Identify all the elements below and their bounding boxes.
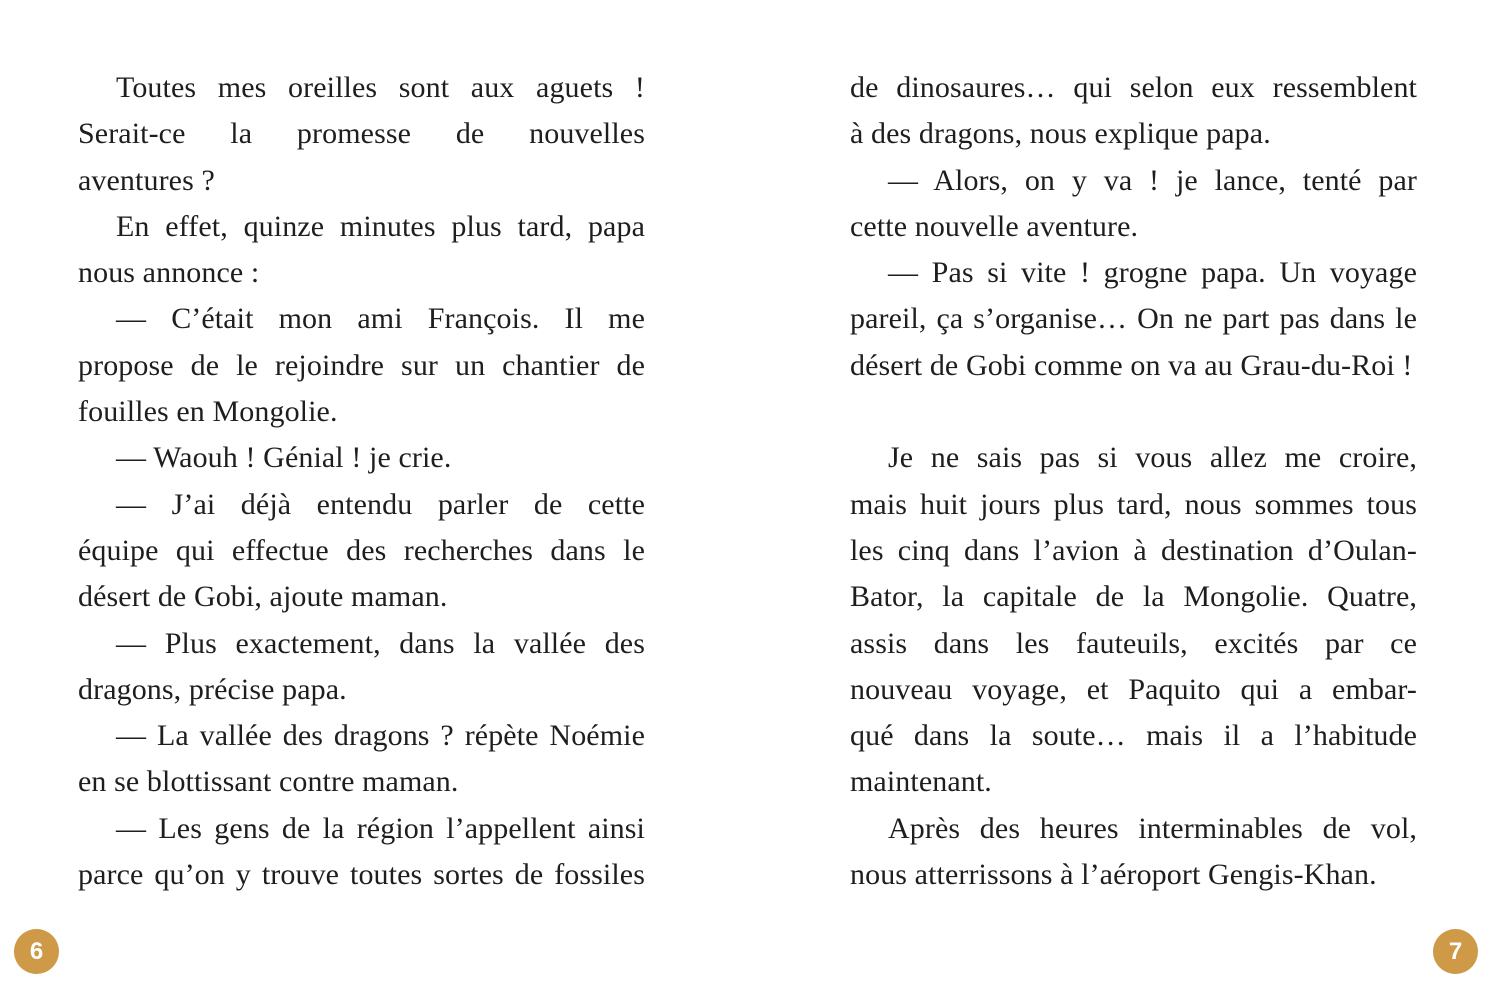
text-line: les cinq dans l’avion à destination d’Oulan- [850, 533, 1417, 567]
page-number-badge-right: 7 [1433, 929, 1478, 974]
text-line: fouilles en Mongolie. [78, 395, 338, 429]
text-line: en se blottissant contre maman. [78, 765, 459, 799]
blank-line [850, 389, 1417, 435]
text-line: — Alors, on y va ! je lance, tenté par [888, 163, 1417, 197]
text-line: maintenant. [850, 765, 992, 799]
text-line: En effet, quinze minutes plus tard, papa [116, 209, 645, 243]
text-line: Serait-ce la promesse de nouvelles [78, 117, 645, 151]
text-line: Bator, la capitale de la Mongolie. Quatre, [850, 580, 1417, 614]
text-line: désert de Gobi comme on va au Grau-du-Roi ! [850, 348, 1413, 382]
text-line: — Pas si vite ! grogne papa. Un voyage [888, 256, 1417, 290]
text-line: — J’ai déjà entendu parler de cette [116, 487, 645, 521]
text-line: pareil, ça s’organise… On ne part pas dans le [850, 302, 1417, 336]
right-page-text-column [850, 65, 1417, 898]
text-line: assis dans les fauteuils, excités par ce [850, 626, 1417, 660]
text-line: Après des heures interminables de vol, [888, 811, 1417, 845]
text-line: qué dans la soute… mais il a l’habitude [850, 719, 1417, 753]
text-line: à des dragons, nous explique papa. [850, 117, 1271, 151]
text-line: cette nouvelle aventure. [850, 209, 1139, 243]
text-line: aventures ? [78, 163, 215, 197]
text-line: parce qu’on y trouve toutes sortes de fossiles [78, 858, 645, 892]
text-line: Je ne sais pas si vous allez me croire, [888, 441, 1417, 475]
page-number-badge-left: 6 [14, 929, 59, 974]
text-line: mais huit jours plus tard, nous sommes tous [850, 487, 1417, 521]
text-line: de dinosaures… qui selon eux ressemblent [850, 71, 1417, 104]
text-line: propose de le rejoindre sur un chantier de [78, 348, 645, 382]
text-line: nouveau voyage, et Paquito qui a embar- [850, 672, 1417, 706]
text-line: nous annonce : [78, 256, 260, 290]
text-line: dragons, précise papa. [78, 672, 347, 706]
text-line: — Plus exactement, dans la vallée des [116, 626, 645, 660]
left-page-text-column [78, 65, 645, 898]
text-line: — La vallée des dragons ? répète Noémie [116, 719, 645, 753]
text-line: équipe qui effectue des recherches dans le [78, 533, 645, 567]
text-line: nous atterrissons à l’aéroport Gengis-Khan. [850, 858, 1377, 892]
text-line: — C’était mon ami François. Il me [116, 302, 645, 336]
text-line: désert de Gobi, ajoute maman. [78, 580, 448, 614]
text-line: Toutes mes oreilles sont aux aguets ! [116, 71, 645, 104]
text-line: — Les gens de la région l’appellent ainsi [116, 811, 645, 845]
text-line: — Waouh ! Génial ! je crie. [116, 441, 452, 475]
